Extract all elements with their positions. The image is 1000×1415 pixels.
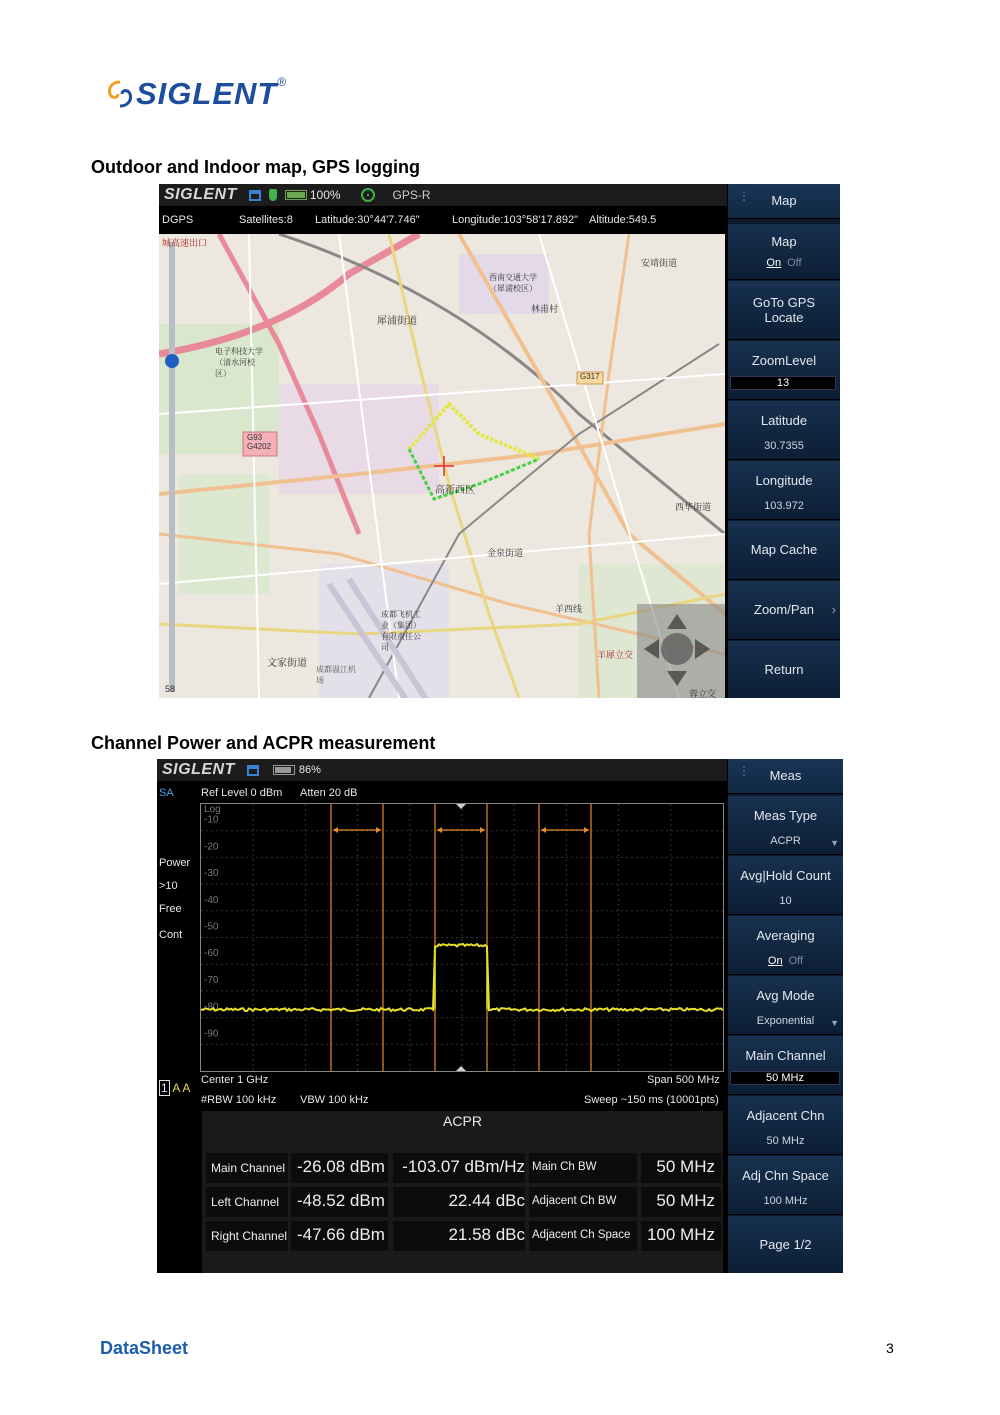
network-icon <box>249 190 261 201</box>
mode-label: SA <box>159 787 174 799</box>
menu-zoom-pan[interactable]: Zoom/Pan › <box>728 581 840 640</box>
y-tick-label: -10 <box>204 814 219 826</box>
menu-averaging[interactable]: Averaging On Off <box>728 916 843 975</box>
arrow-head <box>480 827 485 833</box>
map-label: 林甫村 <box>531 304 559 314</box>
menu-adjacent-chn[interactable]: Adjacent Chn 50 MHz <box>728 1096 843 1155</box>
acpr-section-title: Channel Power and ACPR measurement <box>91 733 436 753</box>
footer-datasheet: DataSheet <box>100 1338 189 1358</box>
acpr-table-title: ACPR <box>443 1113 482 1129</box>
y-tick-label: -40 <box>204 894 219 906</box>
gps-icon <box>361 188 375 202</box>
latitude: Latitude:30°44'7.746" <box>315 214 420 226</box>
arrow-head <box>584 827 589 833</box>
map-label: 城高速出口 <box>162 238 208 248</box>
map-label: 安靖街道 <box>641 258 678 268</box>
arrow-head <box>541 827 546 833</box>
y-tick-label: -30 <box>204 868 219 880</box>
satellites: Satellites:8 <box>239 214 293 226</box>
logo-text: SIGLENT <box>136 76 278 111</box>
map-tiles <box>159 234 725 698</box>
span: Span 500 MHz <box>647 1074 720 1086</box>
menu-zoom-level[interactable]: ZoomLevel 13 <box>728 341 840 400</box>
y-tick-label: -60 <box>204 948 219 960</box>
row-relative: 22.44 dBc <box>448 1191 525 1210</box>
battery-level: 86% <box>298 764 321 776</box>
row-power: -47.66 dBm <box>297 1225 385 1244</box>
rbw: #RBW 100 kHz <box>201 1094 277 1106</box>
longitude: Longitude:103°58'17.892" <box>452 214 579 226</box>
row-param: Adjacent Ch Space <box>532 1229 631 1241</box>
row-param-value: 50 MHz <box>656 1157 715 1176</box>
gps-info-bar <box>159 210 727 230</box>
dropdown-arrow-icon: ▼ <box>830 1018 839 1028</box>
scale-label: Log <box>204 804 221 815</box>
spectrum-plot[interactable] <box>200 803 724 1072</box>
menu-avg-hold-count[interactable]: Avg|Hold Count 10 <box>728 856 843 915</box>
siglent-logo <box>104 74 286 114</box>
map-label: 羊西线 <box>555 604 583 614</box>
map-label: 金泉街道 <box>487 548 524 558</box>
map-label: 蓉立交 <box>689 689 717 698</box>
center-marker <box>456 1066 466 1071</box>
map-view[interactable] <box>159 234 725 698</box>
row-name: Main Channel <box>211 1161 286 1175</box>
map-label: 电子科技大学（清水河校区） <box>215 347 263 378</box>
status-bar <box>159 184 727 206</box>
arrow-head <box>437 827 442 833</box>
row-param-value: 50 MHz <box>656 1191 715 1210</box>
menu-meas-type[interactable]: Meas Type ACPR ▼ <box>728 796 843 855</box>
row-param: Main Ch BW <box>532 1161 597 1173</box>
power-plug-icon <box>269 189 277 201</box>
map-label: 羊犀立交 <box>597 650 634 660</box>
menu-page[interactable]: Page 1/2 <box>728 1216 843 1273</box>
menu-longitude[interactable]: Longitude 103.972 <box>728 461 840 520</box>
network-icon <box>247 765 259 776</box>
logo-registered: ® <box>277 75 287 89</box>
menu-header-map[interactable]: ⋮ Map <box>728 184 840 219</box>
row-param-value: 100 MHz <box>646 1225 715 1244</box>
y-tick-label: -20 <box>204 841 219 853</box>
menu-goto-gps[interactable]: GoTo GPS Locate <box>728 281 840 340</box>
ref-level: Ref Level 0 dBm <box>201 787 283 799</box>
row-param: Adjacent Ch BW <box>532 1195 617 1207</box>
atten: Atten 20 dB <box>300 787 358 799</box>
battery-icon <box>285 190 307 200</box>
menu-main-channel[interactable]: Main Channel 50 MHz <box>728 1036 843 1095</box>
row-relative: 21.58 dBc <box>448 1225 525 1244</box>
menu-adj-chn-space[interactable]: Adj Chn Space 100 MHz <box>728 1156 843 1215</box>
menu-dots-icon: ⋮ <box>738 764 750 778</box>
y-tick-label: -90 <box>204 1028 219 1040</box>
dropdown-arrow-icon: ▼ <box>830 838 839 848</box>
map-label: 西华街道 <box>675 502 712 512</box>
row-relative: -103.07 dBm/Hz <box>402 1157 525 1176</box>
meas-softkey-menu <box>728 759 843 1273</box>
map-label: G93 G4202 <box>247 433 272 451</box>
battery-icon <box>273 765 295 775</box>
center-marker <box>456 804 466 809</box>
page-number: 3 <box>886 1340 894 1356</box>
det-cont: Cont <box>159 929 183 941</box>
gps-mode-label: DGPS <box>162 214 194 226</box>
row-name: Right Channel <box>211 1229 288 1243</box>
chevron-right-icon: › <box>831 602 836 617</box>
det-free: Free <box>159 903 182 915</box>
gps-mode: GPS-R <box>392 188 431 202</box>
map-label: 成都飞机工业（集团）有限责任公司 <box>381 610 421 652</box>
arrow-head <box>376 827 381 833</box>
map-label: G317 <box>580 372 600 381</box>
brand: SIGLENT <box>162 761 235 778</box>
status-bar <box>157 759 727 781</box>
menu-map-toggle[interactable]: Map On Off <box>728 224 840 280</box>
menu-header-meas[interactable]: ⋮ Meas <box>728 759 843 794</box>
row-power: -26.08 dBm <box>297 1157 385 1176</box>
sweep: Sweep ~150 ms (10001pts) <box>584 1094 719 1106</box>
map-label: 犀浦街道 <box>377 316 417 327</box>
row-power: -48.52 dBm <box>297 1191 385 1210</box>
map-label: 成都温江机场 <box>316 665 356 685</box>
battery-level: 100% <box>309 188 341 202</box>
menu-latitude[interactable]: Latitude 30.7355 <box>728 401 840 460</box>
vbw: VBW 100 kHz <box>300 1094 369 1106</box>
map-label: 文家街道 <box>267 658 307 669</box>
map-section-title: Outdoor and Indoor map, GPS logging <box>91 157 420 177</box>
zoom-level-value[interactable]: 13 <box>730 376 836 390</box>
arrow-head <box>333 827 338 833</box>
map-label: 西南交通大学（犀浦校区） <box>489 273 537 293</box>
acpr-screen <box>157 759 843 1273</box>
center-freq: Center 1 GHz <box>201 1074 269 1086</box>
menu-return[interactable]: Return <box>728 641 840 698</box>
menu-avg-mode[interactable]: Avg Mode Exponential ▼ <box>728 976 843 1035</box>
map-label: 高新西区 <box>435 485 475 496</box>
det-power: Power <box>159 857 191 869</box>
altitude: Altitude:549.5 <box>589 214 657 226</box>
map-softkey-menu <box>728 184 840 698</box>
siglent-swirl-icon <box>104 79 136 109</box>
y-tick-label: -70 <box>204 974 219 986</box>
det-avg: >10 <box>159 880 178 892</box>
menu-map-cache[interactable]: Map Cache <box>728 521 840 580</box>
main-channel-value[interactable]: 50 MHz <box>730 1071 840 1085</box>
map-label: 58 <box>165 684 176 694</box>
y-tick-label: -80 <box>204 1001 219 1013</box>
spectrum-chart <box>201 804 723 1071</box>
trace-marker: 1 A A <box>161 1081 191 1095</box>
map-screen <box>159 184 840 698</box>
brand: SIGLENT <box>164 186 237 203</box>
row-name: Left Channel <box>211 1195 280 1209</box>
y-tick-label: -50 <box>204 921 219 933</box>
menu-dots-icon: ⋮ <box>738 189 750 203</box>
